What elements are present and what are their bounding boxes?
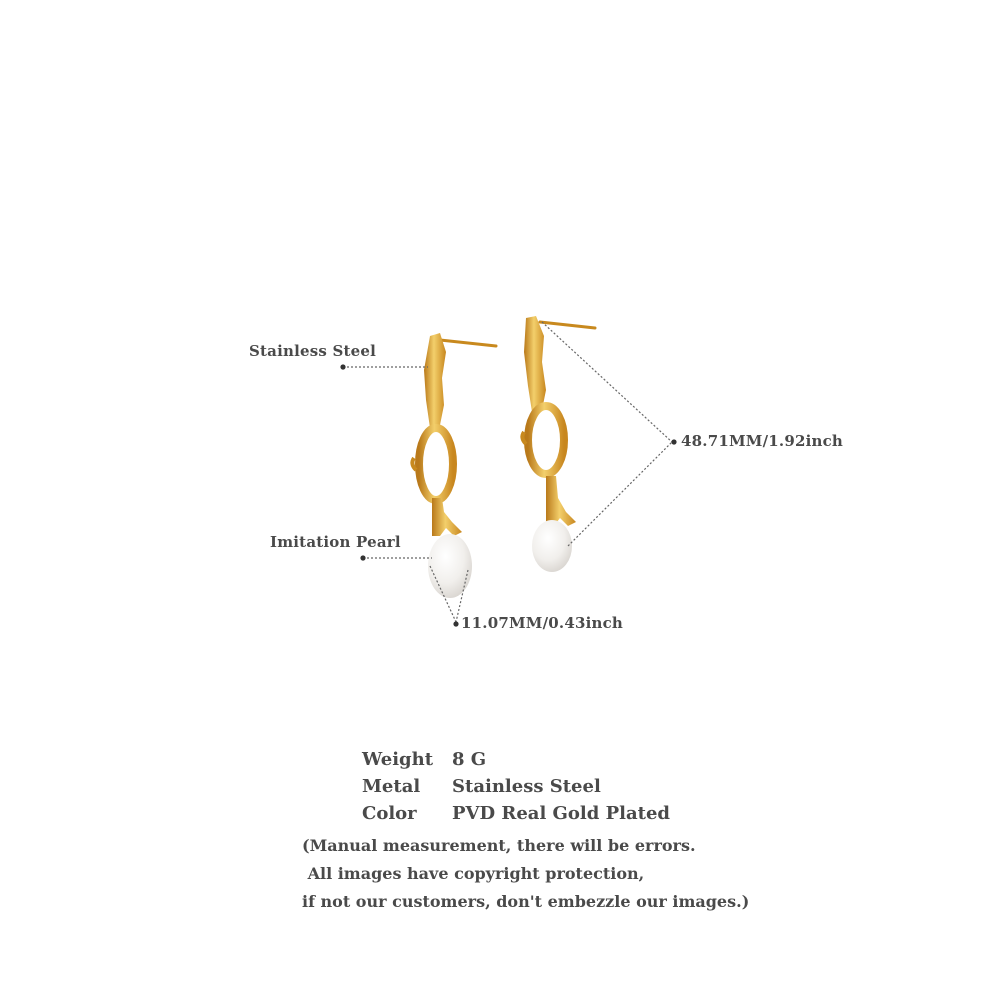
- disclaimer-note: [302, 832, 749, 916]
- left-pearl: [428, 534, 472, 598]
- right-upper-link: [524, 316, 546, 412]
- right-pearl-cap: [546, 476, 576, 526]
- right-earring: [522, 316, 595, 572]
- note-line: (Manual measurement, there will be errors.: [302, 836, 696, 855]
- spec-row-color: [362, 800, 670, 827]
- spec-key: Color: [362, 803, 417, 824]
- right-oval-link: [528, 406, 564, 474]
- callout-lines: [343, 322, 672, 622]
- spec-key: Weight: [362, 749, 434, 770]
- spec-row-metal: [362, 773, 670, 800]
- pearl-size-callout: 11.07MM/0.43inch: [461, 614, 624, 632]
- left-post: [440, 340, 496, 346]
- callout-dots: [340, 364, 676, 626]
- spec-key: Metal: [362, 776, 421, 797]
- left-pearl-cap: [432, 498, 462, 536]
- spec-value: 8 G: [452, 749, 487, 770]
- spec-value: PVD Real Gold Plated: [452, 803, 671, 824]
- pearl-callout: Imitation Pearl: [270, 533, 401, 551]
- note-line: if not our customers, don't embezzle our images.): [302, 892, 750, 911]
- left-upper-link: [424, 333, 446, 428]
- material-callout: Stainless Steel: [249, 342, 376, 360]
- spec-value: Stainless Steel: [452, 776, 601, 797]
- spec-row-weight: [362, 746, 670, 773]
- length-callout: 48.71MM/1.92inch: [681, 432, 844, 450]
- right-pearl: [532, 520, 572, 572]
- spec-table: [362, 746, 670, 827]
- note-line: All images have copyright protection,: [302, 864, 645, 883]
- left-oval-link: [419, 428, 453, 500]
